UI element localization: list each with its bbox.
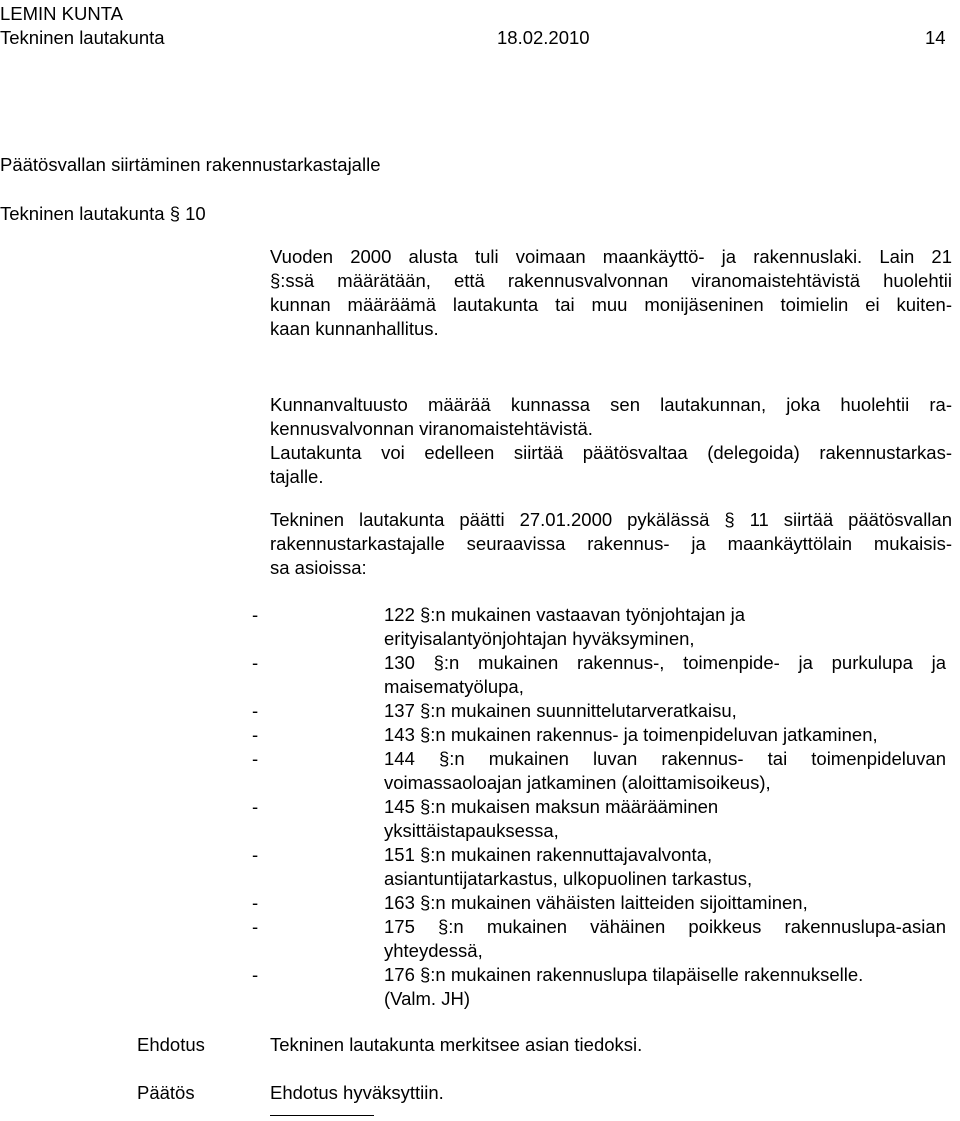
list-dash: - <box>252 916 259 937</box>
list-item-line: (Valm. JH) <box>384 988 470 1009</box>
paragraph-line: kaan kunnanhallitus. <box>270 318 439 339</box>
list-item-line: yksittäistapauksessa, <box>384 820 559 841</box>
section-reference: Tekninen lautakunta § 10 <box>0 203 206 224</box>
list-dash: - <box>252 844 259 865</box>
list-dash: - <box>252 604 259 625</box>
decision-label: Päätös <box>137 1082 195 1103</box>
list-item-line: 175 §:n mukainen vähäinen poikkeus rakennuslupa-asian <box>384 916 946 937</box>
paragraph-line: Tekninen lautakunta päätti 27.01.2000 pykälässä § 11 siirtää päätösvallan <box>270 509 952 530</box>
list-dash: - <box>252 964 259 985</box>
paragraph-4 <box>270 508 952 580</box>
list-item-line: 137 §:n mukainen suunnittelutarveratkaisu, <box>384 700 737 721</box>
list-item-line: 122 §:n mukainen vastaavan työnjohtajan ja <box>384 604 746 625</box>
org-name: LEMIN KUNTA <box>0 3 124 24</box>
paragraph-2 <box>270 393 952 441</box>
list-item-line: yhteydessä, <box>384 940 483 961</box>
meeting-date: 18.02.2010 <box>497 27 590 48</box>
list-item-line: erityisalantyönjohtajan hyväksyminen, <box>384 628 695 649</box>
list-item-line: 145 §:n mukaisen maksun määrääminen <box>384 796 719 817</box>
paragraph-line: rakennustarkastajalle seuraavissa rakennus- ja maankäyttölain mukaisis- <box>270 533 952 554</box>
list-item-line: 130 §:n mukainen rakennus-, toimenpide- ja purkulupa ja <box>384 652 946 673</box>
list-item-line: 176 §:n mukainen rakennuslupa tilapäiselle rakennukselle. <box>384 964 864 985</box>
paragraph-3 <box>270 441 952 489</box>
paragraph-line: kunnan määräämä lautakunta tai muu monijäseninen toimielin ei kuiten- <box>270 294 952 315</box>
list-item-line: maisematyölupa, <box>384 676 524 697</box>
signature-rule <box>270 1115 374 1116</box>
proposal-text: Tekninen lautakunta merkitsee asian tiedoksi. <box>270 1034 643 1055</box>
proposal-label: Ehdotus <box>137 1034 205 1055</box>
paragraph-line: Lautakunta voi edelleen siirtää päätösvaltaa (delegoida) rakennustarkas- <box>270 442 952 463</box>
list-dash: - <box>252 748 259 769</box>
decision-text: Ehdotus hyväksyttiin. <box>270 1082 444 1103</box>
list-item-line: asiantuntijatarkastus, ulkopuolinen tarkastus, <box>384 868 753 889</box>
paragraph-line: §:ssä määrätään, että rakennusvalvonnan viranomaistehtävistä huolehtii <box>270 270 952 291</box>
list-dash: - <box>252 724 259 745</box>
paragraph-1 <box>270 245 952 341</box>
list-item-line: voimassaoloajan jatkaminen (aloittamisoikeus), <box>384 772 771 793</box>
list-dash: - <box>252 652 259 673</box>
list-item-line: 143 §:n mukainen rakennus- ja toimenpideluvan jatkaminen, <box>384 724 878 745</box>
list-item-line: 151 §:n mukainen rakennuttajavalvonta, <box>384 844 713 865</box>
paragraph-line: kennusvalvonnan viranomaistehtävistä. <box>270 418 593 439</box>
list-dash: - <box>252 796 259 817</box>
page-number: 14 <box>925 27 946 48</box>
paragraph-line: sa asioissa: <box>270 557 367 578</box>
list-dash: - <box>252 700 259 721</box>
list-item-line: 163 §:n mukainen vähäisten laitteiden sijoittaminen, <box>384 892 808 913</box>
list-dash: - <box>252 892 259 913</box>
list-item-line: 144 §:n mukainen luvan rakennus- tai toimenpideluvan <box>384 748 946 769</box>
board-name: Tekninen lautakunta <box>0 27 165 48</box>
paragraph-line: tajalle. <box>270 466 324 487</box>
document-title: Päätösvallan siirtäminen rakennustarkastajalle <box>0 154 381 175</box>
paragraph-line: Vuoden 2000 alusta tuli voimaan maankäyttö- ja rakennuslaki. Lain 21 <box>270 246 952 267</box>
paragraph-line: Kunnanvaltuusto määrää kunnassa sen lautakunnan, joka huolehtii ra- <box>270 394 952 415</box>
